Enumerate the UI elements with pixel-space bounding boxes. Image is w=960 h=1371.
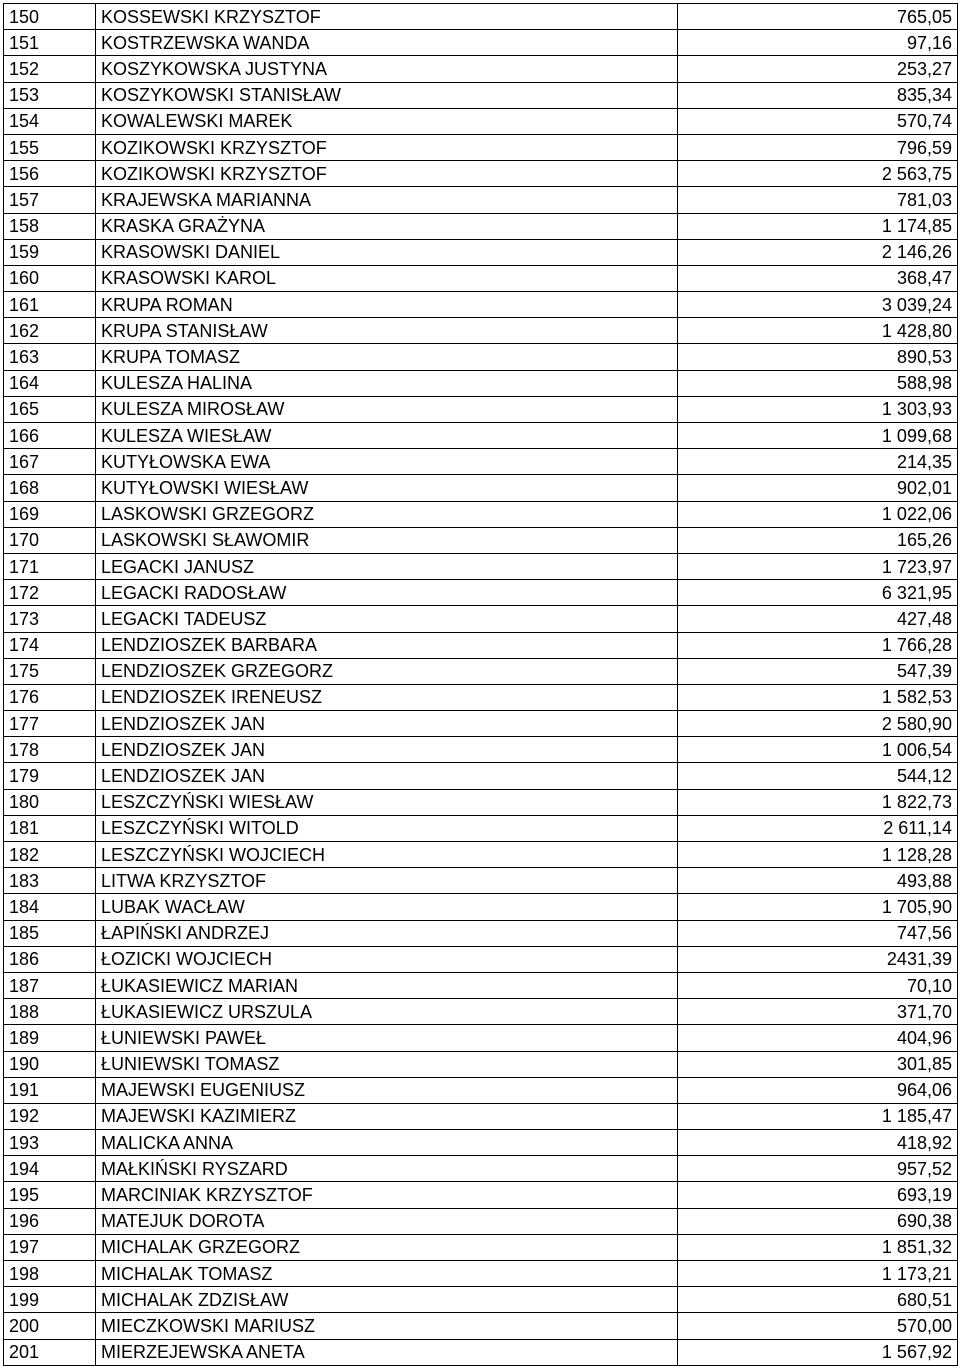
person-name: LITWA KRZYSZTOF [96, 868, 678, 894]
table-row [4, 56, 958, 82]
row-number: 170 [4, 527, 96, 553]
amount-value: 371,70 [678, 999, 958, 1025]
person-name: KOSZYKOWSKI STANISŁAW [96, 82, 678, 108]
table-row [4, 30, 958, 56]
person-name: KUTYŁOWSKA EWA [96, 449, 678, 475]
row-number: 160 [4, 265, 96, 291]
amount-value: 1 822,73 [678, 789, 958, 815]
amount-value: 3 039,24 [678, 292, 958, 318]
row-number: 199 [4, 1287, 96, 1313]
amount-value: 2 611,14 [678, 815, 958, 841]
person-name: KULESZA WIESŁAW [96, 423, 678, 449]
row-number: 151 [4, 30, 96, 56]
person-name: LESZCZYŃSKI WIESŁAW [96, 789, 678, 815]
table-row [4, 920, 958, 946]
person-name: KULESZA MIROSŁAW [96, 396, 678, 422]
row-number: 168 [4, 475, 96, 501]
row-number: 156 [4, 161, 96, 187]
table-row [4, 815, 958, 841]
table-row [4, 632, 958, 658]
amount-value: 570,74 [678, 108, 958, 134]
amount-value: 570,00 [678, 1313, 958, 1339]
amount-value: 165,26 [678, 527, 958, 553]
amount-value: 1 705,90 [678, 894, 958, 920]
payments-table [3, 3, 958, 1366]
table-row [4, 1103, 958, 1129]
person-name: MAJEWSKI KAZIMIERZ [96, 1103, 678, 1129]
person-name: KOWALEWSKI MAREK [96, 108, 678, 134]
person-name: MAŁKIŃSKI RYSZARD [96, 1156, 678, 1182]
row-number: 172 [4, 580, 96, 606]
person-name: KRASKA GRAŻYNA [96, 213, 678, 239]
row-number: 150 [4, 4, 96, 30]
person-name: ŁUKASIEWICZ MARIAN [96, 972, 678, 998]
row-number: 196 [4, 1208, 96, 1234]
row-number: 163 [4, 344, 96, 370]
row-number: 195 [4, 1182, 96, 1208]
person-name: MARCINIAK KRZYSZTOF [96, 1182, 678, 1208]
table-row [4, 134, 958, 160]
table-row [4, 946, 958, 972]
table-row [4, 213, 958, 239]
person-name: KRASOWSKI DANIEL [96, 239, 678, 265]
table-row [4, 868, 958, 894]
table-row [4, 1261, 958, 1287]
table-row [4, 1339, 958, 1365]
table-row [4, 501, 958, 527]
row-number: 179 [4, 763, 96, 789]
person-name: KOZIKOWSKI KRZYSZTOF [96, 161, 678, 187]
row-number: 189 [4, 1025, 96, 1051]
row-number: 174 [4, 632, 96, 658]
amount-value: 2 563,75 [678, 161, 958, 187]
amount-value: 1 851,32 [678, 1234, 958, 1260]
amount-value: 404,96 [678, 1025, 958, 1051]
amount-value: 690,38 [678, 1208, 958, 1234]
amount-value: 1 128,28 [678, 842, 958, 868]
amount-value: 493,88 [678, 868, 958, 894]
row-number: 165 [4, 396, 96, 422]
amount-value: 544,12 [678, 763, 958, 789]
row-number: 185 [4, 920, 96, 946]
table-row [4, 789, 958, 815]
amount-value: 680,51 [678, 1287, 958, 1313]
amount-value: 588,98 [678, 370, 958, 396]
amount-value: 301,85 [678, 1051, 958, 1077]
person-name: KOSTRZEWSKA WANDA [96, 30, 678, 56]
person-name: MICHALAK TOMASZ [96, 1261, 678, 1287]
person-name: LENDZIOSZEK JAN [96, 763, 678, 789]
table-row [4, 1051, 958, 1077]
amount-value: 214,35 [678, 449, 958, 475]
person-name: KRUPA STANISŁAW [96, 318, 678, 344]
table-row [4, 1182, 958, 1208]
person-name: KULESZA HALINA [96, 370, 678, 396]
person-name: ŁOZICKI WOJCIECH [96, 946, 678, 972]
amount-value: 253,27 [678, 56, 958, 82]
amount-value: 765,05 [678, 4, 958, 30]
table-row [4, 1234, 958, 1260]
table-row [4, 265, 958, 291]
person-name: ŁUKASIEWICZ URSZULA [96, 999, 678, 1025]
row-number: 198 [4, 1261, 96, 1287]
person-name: KRASOWSKI KAROL [96, 265, 678, 291]
amount-value: 781,03 [678, 187, 958, 213]
person-name: MICHALAK GRZEGORZ [96, 1234, 678, 1260]
person-name: MIECZKOWSKI MARIUSZ [96, 1313, 678, 1339]
amount-value: 70,10 [678, 972, 958, 998]
table-row [4, 1156, 958, 1182]
row-number: 177 [4, 711, 96, 737]
table-row [4, 972, 958, 998]
row-number: 166 [4, 423, 96, 449]
amount-value: 2431,39 [678, 946, 958, 972]
table-row [4, 423, 958, 449]
row-number: 164 [4, 370, 96, 396]
amount-value: 1 567,92 [678, 1339, 958, 1365]
row-number: 184 [4, 894, 96, 920]
row-number: 191 [4, 1077, 96, 1103]
table-row [4, 999, 958, 1025]
amount-value: 1 099,68 [678, 423, 958, 449]
row-number: 188 [4, 999, 96, 1025]
amount-value: 1 022,06 [678, 501, 958, 527]
row-number: 194 [4, 1156, 96, 1182]
amount-value: 693,19 [678, 1182, 958, 1208]
row-number: 176 [4, 684, 96, 710]
person-name: MATEJUK DOROTA [96, 1208, 678, 1234]
table-row [4, 318, 958, 344]
person-name: LUBAK WACŁAW [96, 894, 678, 920]
amount-value: 418,92 [678, 1130, 958, 1156]
table-row [4, 292, 958, 318]
person-name: KRAJEWSKA MARIANNA [96, 187, 678, 213]
person-name: LENDZIOSZEK JAN [96, 711, 678, 737]
row-number: 171 [4, 553, 96, 579]
amount-value: 547,39 [678, 658, 958, 684]
row-number: 182 [4, 842, 96, 868]
table-row [4, 763, 958, 789]
table-row [4, 344, 958, 370]
person-name: ŁUNIEWSKI TOMASZ [96, 1051, 678, 1077]
table-row [4, 1208, 958, 1234]
row-number: 190 [4, 1051, 96, 1077]
row-number: 167 [4, 449, 96, 475]
row-number: 153 [4, 82, 96, 108]
payments-table-body [4, 4, 958, 1366]
amount-value: 97,16 [678, 30, 958, 56]
table-row [4, 606, 958, 632]
table-row [4, 82, 958, 108]
row-number: 173 [4, 606, 96, 632]
table-row [4, 396, 958, 422]
row-number: 180 [4, 789, 96, 815]
row-number: 161 [4, 292, 96, 318]
amount-value: 2 146,26 [678, 239, 958, 265]
person-name: MICHALAK ZDZISŁAW [96, 1287, 678, 1313]
amount-value: 6 321,95 [678, 580, 958, 606]
table-row [4, 580, 958, 606]
person-name: KUTYŁOWSKI WIESŁAW [96, 475, 678, 501]
amount-value: 957,52 [678, 1156, 958, 1182]
row-number: 200 [4, 1313, 96, 1339]
row-number: 159 [4, 239, 96, 265]
row-number: 154 [4, 108, 96, 134]
person-name: MALICKA ANNA [96, 1130, 678, 1156]
row-number: 193 [4, 1130, 96, 1156]
table-row [4, 1130, 958, 1156]
amount-value: 2 580,90 [678, 711, 958, 737]
table-row [4, 527, 958, 553]
row-number: 162 [4, 318, 96, 344]
table-row [4, 475, 958, 501]
amount-value: 964,06 [678, 1077, 958, 1103]
person-name: LEGACKI TADEUSZ [96, 606, 678, 632]
row-number: 169 [4, 501, 96, 527]
person-name: KRUPA ROMAN [96, 292, 678, 318]
table-row [4, 684, 958, 710]
person-name: LENDZIOSZEK IRENEUSZ [96, 684, 678, 710]
person-name: LESZCZYŃSKI WOJCIECH [96, 842, 678, 868]
table-row [4, 1077, 958, 1103]
row-number: 152 [4, 56, 96, 82]
row-number: 181 [4, 815, 96, 841]
table-row [4, 449, 958, 475]
amount-value: 368,47 [678, 265, 958, 291]
person-name: ŁAPIŃSKI ANDRZEJ [96, 920, 678, 946]
person-name: LENDZIOSZEK JAN [96, 737, 678, 763]
table-row [4, 842, 958, 868]
person-name: MAJEWSKI EUGENIUSZ [96, 1077, 678, 1103]
person-name: KOSZYKOWSKA JUSTYNA [96, 56, 678, 82]
table-row [4, 239, 958, 265]
row-number: 178 [4, 737, 96, 763]
row-number: 158 [4, 213, 96, 239]
amount-value: 1 723,97 [678, 553, 958, 579]
amount-value: 902,01 [678, 475, 958, 501]
person-name: LESZCZYŃSKI WITOLD [96, 815, 678, 841]
table-row [4, 553, 958, 579]
person-name: MIERZEJEWSKA ANETA [96, 1339, 678, 1365]
table-row [4, 4, 958, 30]
person-name: LEGACKI JANUSZ [96, 553, 678, 579]
table-row [4, 108, 958, 134]
amount-value: 890,53 [678, 344, 958, 370]
table-row [4, 737, 958, 763]
amount-value: 1 766,28 [678, 632, 958, 658]
person-name: ŁUNIEWSKI PAWEŁ [96, 1025, 678, 1051]
amount-value: 1 173,21 [678, 1261, 958, 1287]
amount-value: 1 006,54 [678, 737, 958, 763]
person-name: KRUPA TOMASZ [96, 344, 678, 370]
table-row [4, 711, 958, 737]
table-row [4, 187, 958, 213]
table-row [4, 658, 958, 684]
person-name: LASKOWSKI GRZEGORZ [96, 501, 678, 527]
person-name: LEGACKI RADOSŁAW [96, 580, 678, 606]
amount-value: 747,56 [678, 920, 958, 946]
row-number: 192 [4, 1103, 96, 1129]
amount-value: 835,34 [678, 82, 958, 108]
row-number: 187 [4, 972, 96, 998]
row-number: 175 [4, 658, 96, 684]
amount-value: 1 303,93 [678, 396, 958, 422]
amount-value: 1 185,47 [678, 1103, 958, 1129]
row-number: 183 [4, 868, 96, 894]
row-number: 197 [4, 1234, 96, 1260]
person-name: LASKOWSKI SŁAWOMIR [96, 527, 678, 553]
row-number: 186 [4, 946, 96, 972]
row-number: 155 [4, 134, 96, 160]
amount-value: 1 428,80 [678, 318, 958, 344]
table-row [4, 1313, 958, 1339]
table-row [4, 370, 958, 396]
table-row [4, 1287, 958, 1313]
table-row [4, 1025, 958, 1051]
amount-value: 427,48 [678, 606, 958, 632]
person-name: LENDZIOSZEK BARBARA [96, 632, 678, 658]
table-row [4, 894, 958, 920]
amount-value: 1 174,85 [678, 213, 958, 239]
row-number: 201 [4, 1339, 96, 1365]
person-name: KOZIKOWSKI KRZYSZTOF [96, 134, 678, 160]
amount-value: 796,59 [678, 134, 958, 160]
person-name: LENDZIOSZEK GRZEGORZ [96, 658, 678, 684]
row-number: 157 [4, 187, 96, 213]
person-name: KOSSEWSKI KRZYSZTOF [96, 4, 678, 30]
amount-value: 1 582,53 [678, 684, 958, 710]
table-row [4, 161, 958, 187]
